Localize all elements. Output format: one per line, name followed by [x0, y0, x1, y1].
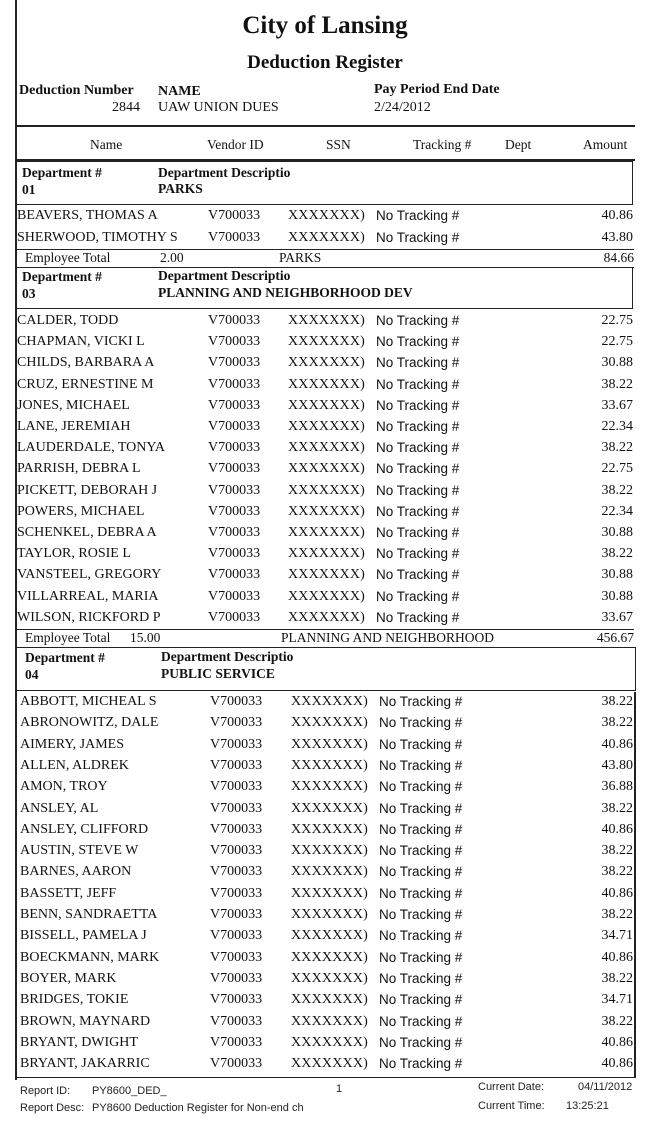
tracking: No Tracking #: [376, 313, 460, 328]
vendor-id: V700033: [210, 992, 263, 1008]
vendor-id: V700033: [208, 355, 261, 371]
amount: 38.22: [601, 440, 633, 456]
table-row: [0, 419, 650, 440]
ssn: XXXXXXX): [288, 313, 366, 328]
employee-total-row: [17, 629, 634, 648]
vendor-id: V700033: [208, 419, 261, 434]
amount: 38.22: [601, 843, 633, 859]
employee-name: CALDER, TODD: [17, 313, 119, 328]
employee-name: POWERS, MICHAEL: [17, 503, 145, 519]
table-row: [0, 567, 650, 588]
report-id: PY8600_DED_: [92, 1085, 167, 1097]
tracking: No Tracking #: [379, 949, 463, 965]
table-row: [0, 334, 650, 355]
tracking: No Tracking #: [376, 461, 460, 477]
current-date: 04/11/2012: [578, 1081, 633, 1093]
employee-name: BISSELL, PAMELA J: [20, 928, 147, 944]
ssn: XXXXXXX): [291, 715, 369, 731]
table-row: [0, 504, 650, 525]
table-row: [0, 1014, 650, 1035]
table-row: [0, 801, 650, 822]
ssn: XXXXXXX): [288, 230, 366, 245]
ssn: XXXXXXX): [288, 376, 366, 392]
tracking: No Tracking #: [376, 440, 460, 456]
table-row: [0, 589, 650, 610]
employee-name: BASSETT, JEFF: [20, 885, 117, 901]
table-row: [0, 907, 650, 928]
amount: 40.86: [601, 1034, 633, 1050]
vendor-id: V700033: [208, 588, 261, 604]
tracking: No Tracking #: [379, 1056, 463, 1072]
ssn: XXXXXXX): [291, 970, 369, 986]
ssn: XXXXXXX): [291, 1034, 369, 1050]
table-row: [0, 208, 650, 229]
employee-name: TAYLOR, ROSIE L: [17, 546, 131, 562]
amount: 22.34: [601, 419, 633, 434]
vendor-id: V700033: [208, 546, 261, 562]
deduction-number-value: 2844: [112, 100, 140, 115]
amount: 38.22: [601, 376, 633, 392]
employee-name: BEAVERS, THOMAS A: [17, 208, 158, 223]
amount: 40.86: [601, 1056, 633, 1072]
ssn: XXXXXXX): [288, 208, 366, 223]
ssn: XXXXXXX): [291, 779, 369, 795]
amount: 40.86: [601, 949, 633, 965]
tracking: No Tracking #: [376, 546, 460, 562]
amount: 33.67: [601, 397, 633, 413]
vendor-id: V700033: [210, 1034, 263, 1050]
current-date-label: Current Date:: [478, 1081, 545, 1093]
employee-total-amount: 456.67: [596, 630, 634, 645]
tracking: No Tracking #: [379, 992, 463, 1008]
amount: 40.86: [601, 885, 633, 901]
tracking: No Tracking #: [379, 736, 463, 752]
col-name-header: Name: [90, 137, 123, 152]
tracking: No Tracking #: [379, 1034, 463, 1050]
department-number: 01: [22, 182, 36, 197]
table-row: [0, 313, 650, 334]
tracking: No Tracking #: [379, 928, 463, 944]
col-tracking-header: Tracking #: [413, 137, 472, 152]
amount: 38.22: [601, 970, 633, 986]
tracking: No Tracking #: [376, 525, 460, 540]
employee-total-amount: 84.66: [603, 250, 634, 265]
department-description-label: Department Descriptio: [158, 268, 291, 283]
department-number-label: Department #: [22, 165, 102, 180]
table-row: [0, 758, 650, 779]
table-row: [0, 1035, 650, 1056]
ssn: XXXXXXX): [291, 1056, 369, 1072]
table-row: [0, 398, 650, 419]
vendor-id: V700033: [210, 736, 263, 752]
ssn: XXXXXXX): [288, 546, 366, 562]
employee-name: BRYANT, JAKARRIC: [20, 1056, 150, 1072]
employee-name: CHILDS, BARBARA A: [17, 355, 155, 371]
amount: 38.22: [601, 546, 633, 562]
table-row: [0, 715, 650, 736]
table-row: [0, 440, 650, 461]
amount: 38.22: [601, 694, 633, 709]
employee-total-label: Employee Total: [25, 250, 111, 265]
ssn: XXXXXXX): [288, 525, 366, 540]
ssn: XXXXXXX): [288, 355, 366, 371]
amount: 38.22: [601, 907, 633, 922]
amount: 33.67: [601, 609, 633, 625]
vendor-id: V700033: [208, 525, 261, 540]
tracking: No Tracking #: [376, 376, 460, 392]
employee-name: AIMERY, JAMES: [20, 736, 124, 752]
employee-total-label: Employee Total: [25, 630, 111, 645]
report-desc: PY8600 Deduction Register for Non-end ch: [92, 1102, 304, 1114]
employee-name: CRUZ, ERNESTINE M: [17, 376, 154, 392]
employee-name: AUSTIN, STEVE W: [20, 843, 139, 859]
department-description-label: Department Descriptio: [161, 649, 294, 664]
ssn: XXXXXXX): [291, 907, 369, 922]
amount: 30.88: [601, 588, 633, 604]
tracking: No Tracking #: [379, 800, 463, 816]
vendor-id: V700033: [210, 970, 263, 986]
ssn: XXXXXXX): [291, 843, 369, 859]
table-row: [0, 886, 650, 907]
employee-total-count: 15.00: [130, 630, 161, 645]
department-number: 04: [25, 667, 39, 682]
employee-total-desc: PLANNING AND NEIGHBORHOOD: [281, 630, 494, 645]
department-description-label: Department Descriptio: [158, 165, 291, 180]
report-desc-label: Report Desc:: [20, 1102, 85, 1114]
vendor-id: V700033: [208, 609, 261, 625]
employee-name: SCHENKEL, DEBRA A: [17, 525, 157, 540]
employee-name: BRIDGES, TOKIE: [20, 992, 129, 1008]
ssn: XXXXXXX): [288, 588, 366, 604]
ssn: XXXXXXX): [291, 821, 369, 837]
table-row: [0, 461, 650, 482]
employee-name: LAUDERDALE, TONYA: [17, 440, 166, 456]
employee-total-row: [17, 249, 634, 268]
tracking: No Tracking #: [376, 609, 460, 625]
table-row: [0, 525, 650, 546]
amount: 30.88: [601, 525, 633, 540]
tracking: No Tracking #: [379, 694, 463, 709]
amount: 38.22: [601, 864, 633, 880]
amount: 22.75: [601, 461, 633, 477]
tracking: No Tracking #: [376, 355, 460, 371]
department-header-box: [15, 161, 633, 205]
department-number-label: Department #: [25, 650, 105, 665]
department-description: PUBLIC SERVICE: [161, 666, 275, 681]
ssn: XXXXXXX): [291, 949, 369, 965]
ssn: XXXXXXX): [291, 757, 369, 773]
table-row: [0, 992, 650, 1013]
vendor-id: V700033: [208, 334, 261, 350]
amount: 40.86: [601, 208, 633, 223]
tracking: No Tracking #: [379, 907, 463, 922]
ssn: XXXXXXX): [291, 992, 369, 1008]
table-row: [0, 694, 650, 715]
ssn: XXXXXXX): [291, 1013, 369, 1029]
table-row: [0, 822, 650, 843]
employee-name: BRYANT, DWIGHT: [20, 1034, 138, 1050]
ssn: XXXXXXX): [288, 440, 366, 456]
tracking: No Tracking #: [379, 715, 463, 731]
amount: 38.22: [601, 800, 633, 816]
tracking: No Tracking #: [376, 567, 460, 583]
amount: 30.88: [601, 355, 633, 371]
ssn: XXXXXXX): [288, 461, 366, 477]
tracking: No Tracking #: [379, 864, 463, 880]
employee-name: ANSLEY, AL: [20, 800, 99, 816]
table-row: [0, 230, 650, 251]
employee-total-count: 2.00: [160, 250, 184, 265]
tracking: No Tracking #: [376, 482, 460, 498]
vendor-id: V700033: [208, 482, 261, 498]
vendor-id: V700033: [208, 376, 261, 392]
employee-name: BROWN, MAYNARD: [20, 1013, 151, 1029]
col-vendor-header: Vendor ID: [207, 137, 264, 152]
ssn: XXXXXXX): [291, 736, 369, 752]
tracking: No Tracking #: [376, 230, 460, 245]
amount: 36.88: [601, 779, 633, 795]
department-description: PARKS: [158, 181, 203, 196]
vendor-id: V700033: [210, 907, 263, 922]
employee-name: ANSLEY, CLIFFORD: [20, 821, 149, 837]
employee-name: PICKETT, DEBORAH J: [17, 482, 158, 498]
ssn: XXXXXXX): [288, 609, 366, 625]
vendor-id: V700033: [210, 949, 263, 965]
amount: 30.88: [601, 567, 633, 583]
amount: 22.75: [601, 334, 633, 350]
employee-name: SHERWOOD, TIMOTHY S: [17, 230, 178, 245]
vendor-id: V700033: [210, 757, 263, 773]
amount: 38.22: [601, 1013, 633, 1029]
name-value: UAW UNION DUES: [158, 100, 279, 115]
amount: 34.71: [601, 992, 633, 1008]
amount: 40.86: [601, 821, 633, 837]
vendor-id: V700033: [210, 885, 263, 901]
vendor-id: V700033: [208, 397, 261, 413]
table-row: [0, 779, 650, 800]
tracking: No Tracking #: [379, 970, 463, 986]
amount: 22.75: [601, 313, 633, 328]
department-number-label: Department #: [22, 269, 102, 284]
employee-name: VANSTEEL, GREGORY: [17, 567, 162, 583]
vendor-id: V700033: [210, 928, 263, 944]
header-rule: [15, 125, 635, 127]
right-amount-line: [634, 692, 636, 1078]
vendor-id: V700033: [208, 313, 261, 328]
tracking: No Tracking #: [376, 334, 460, 350]
vendor-id: V700033: [210, 1013, 263, 1029]
pay-period-value: 2/24/2012: [374, 100, 431, 115]
tracking: No Tracking #: [376, 208, 460, 223]
vendor-id: V700033: [208, 503, 261, 519]
employee-name: VILLARREAL, MARIA: [17, 588, 159, 604]
footer-rule: [15, 1077, 635, 1078]
ssn: XXXXXXX): [288, 397, 366, 413]
ssn: XXXXXXX): [288, 419, 366, 434]
tracking: No Tracking #: [376, 397, 460, 413]
employee-name: PARRISH, DEBRA L: [17, 461, 141, 477]
department-header-box: [15, 647, 636, 691]
amount: 22.34: [601, 503, 633, 519]
table-row: [0, 864, 650, 885]
vendor-id: V700033: [210, 864, 263, 880]
vendor-id: V700033: [208, 440, 261, 456]
table-row: [0, 737, 650, 758]
ssn: XXXXXXX): [288, 567, 366, 583]
employee-name: LANE, JEREMIAH: [17, 419, 131, 434]
tracking: No Tracking #: [376, 419, 460, 434]
report-id-label: Report ID:: [20, 1085, 71, 1097]
employee-name: AMON, TROY: [20, 779, 108, 795]
ssn: XXXXXXX): [291, 864, 369, 880]
employee-name: BOECKMANN, MARK: [20, 949, 160, 965]
tracking: No Tracking #: [379, 821, 463, 837]
vendor-id: V700033: [208, 461, 261, 477]
table-row: [0, 377, 650, 398]
deduction-number-label: Deduction Number: [19, 83, 134, 98]
ssn: XXXXXXX): [291, 800, 369, 816]
employee-name: ALLEN, ALDREK: [20, 757, 129, 773]
employee-name: JONES, MICHAEL: [17, 397, 130, 413]
vendor-id: V700033: [210, 843, 263, 859]
report-subtitle: Deduction Register: [247, 52, 403, 73]
department-number: 03: [22, 286, 36, 301]
ssn: XXXXXXX): [291, 928, 369, 944]
col-dept-header: Dept: [505, 137, 532, 152]
amount: 38.22: [601, 715, 633, 731]
pay-period-label: Pay Period End Date: [374, 82, 500, 97]
vendor-id: V700033: [210, 694, 263, 709]
name-label: NAME: [158, 84, 201, 99]
employee-name: BENN, SANDRAETTA: [20, 907, 158, 922]
vendor-id: V700033: [208, 230, 261, 245]
report-title: City of Lansing: [242, 12, 408, 39]
employee-name: WILSON, RICKFORD P: [17, 609, 161, 625]
table-row: [0, 928, 650, 949]
table-row: [0, 610, 650, 631]
table-row: [0, 483, 650, 504]
vendor-id: V700033: [210, 821, 263, 837]
employee-name: ABRONOWITZ, DALE: [20, 715, 159, 731]
current-time: 13:25:21: [566, 1100, 609, 1112]
tracking: No Tracking #: [379, 885, 463, 901]
current-time-label: Current Time:: [478, 1100, 545, 1112]
ssn: XXXXXXX): [291, 694, 369, 709]
employee-total-desc: PARKS: [279, 250, 322, 265]
tracking: No Tracking #: [379, 779, 463, 795]
vendor-id: V700033: [210, 779, 263, 795]
employee-name: ABBOTT, MICHEAL S: [20, 694, 157, 709]
amount: 43.80: [601, 230, 633, 245]
amount: 43.80: [601, 757, 633, 773]
employee-name: CHAPMAN, VICKI L: [17, 334, 145, 350]
vendor-id: V700033: [210, 1056, 263, 1072]
ssn: XXXXXXX): [288, 503, 366, 519]
employee-name: BOYER, MARK: [20, 970, 117, 986]
amount: 40.86: [601, 736, 633, 752]
tracking: No Tracking #: [376, 503, 460, 519]
table-row: [0, 1056, 650, 1077]
tracking: No Tracking #: [376, 588, 460, 604]
table-row: [0, 843, 650, 864]
vendor-id: V700033: [208, 567, 261, 583]
vendor-id: V700033: [208, 208, 261, 223]
department-description: PLANNING AND NEIGHBORHOOD DEV: [158, 285, 413, 300]
amount: 34.71: [601, 928, 633, 944]
tracking: No Tracking #: [379, 757, 463, 773]
table-row: [0, 546, 650, 567]
page-number: 1: [336, 1083, 343, 1095]
employee-name: BARNES, AARON: [20, 864, 132, 880]
vendor-id: V700033: [210, 715, 263, 731]
col-amount-header: Amount: [583, 137, 628, 152]
table-row: [0, 355, 650, 376]
amount: 38.22: [601, 482, 633, 498]
ssn: XXXXXXX): [291, 885, 369, 901]
vendor-id: V700033: [210, 800, 263, 816]
tracking: No Tracking #: [379, 843, 463, 859]
table-row: [0, 950, 650, 971]
ssn: XXXXXXX): [288, 334, 366, 350]
col-ssn-header: SSN: [326, 137, 351, 152]
ssn: XXXXXXX): [288, 482, 366, 498]
tracking: No Tracking #: [379, 1013, 463, 1029]
table-row: [0, 971, 650, 992]
